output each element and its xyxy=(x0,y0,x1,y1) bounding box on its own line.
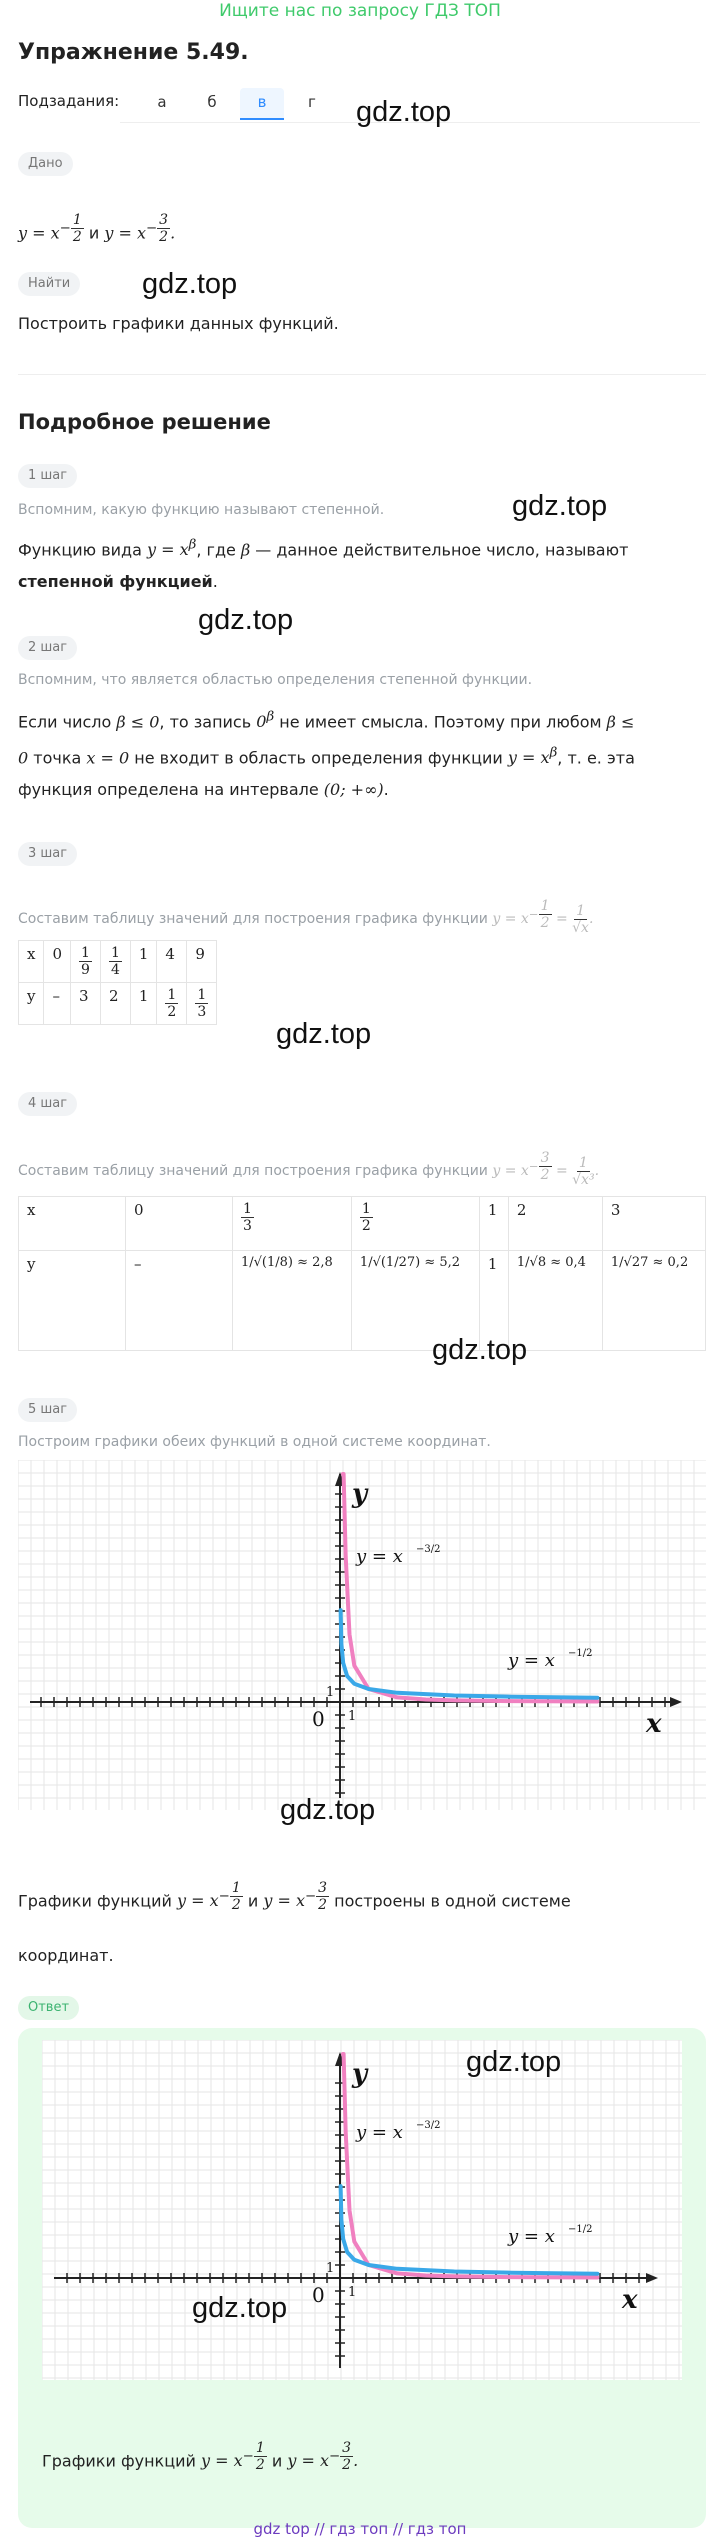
footer-links[interactable]: gdz top // гдз топ // гдз топ xyxy=(253,2520,467,2538)
page-title: Упражнение 5.49. xyxy=(18,40,249,65)
step3-pill: 3 шаг xyxy=(18,842,77,866)
step3-note: Составим таблицу значений для построения графика функции $y = x^{- \frac{1}{2}}$ = $\frac{1}{√x}$ . xyxy=(18,898,594,936)
step1-pill: 1 шаг xyxy=(18,464,77,488)
step2-line1: Если число β ≤ 0, то запись $0^\beta$ не имеет смысла. Поэтому при любом β ≤ xyxy=(18,710,635,732)
table-cell: $\frac{1}{2}$ xyxy=(157,983,187,1025)
series-line-x-pow-neg-3-2 xyxy=(343,2054,598,2278)
table-cell: 1/√27 ≈ 0,2 xyxy=(602,1251,705,1351)
given-pill: Дано xyxy=(18,152,73,176)
subtasks-label: Подзадания: xyxy=(18,92,120,110)
solution-title: Подробное решение xyxy=(18,410,271,434)
label-f2: y = x xyxy=(508,1650,555,1671)
step2-note: Вспомним, что является областью определения степенной функции. xyxy=(18,672,533,688)
watermark: gdz.top xyxy=(276,1018,372,1050)
answer-graph-chart xyxy=(42,2040,682,2380)
conclusion-text: Графики функций $y = x^{- \frac{1}{2}}$ и $y = x^{- \frac{3}{2}}$ построены в одной системе xyxy=(18,1880,571,1913)
label-f2-exp: −1/2 xyxy=(568,1648,593,1659)
watermark: gdz.top xyxy=(192,2292,288,2324)
find-pill: Найти xyxy=(18,272,80,296)
table-cell: $\frac{1}{2}$ xyxy=(351,1197,479,1251)
watermark: gdz.top xyxy=(512,490,608,522)
table-cell: y xyxy=(19,1251,126,1351)
tick-label-1: 1 xyxy=(348,2285,357,2300)
step1-text: Функцию вида $y = x^\beta$, где β — данное действительное число, называют xyxy=(18,538,629,560)
watermark: gdz.top xyxy=(198,604,294,636)
step4-pill: 4 шаг xyxy=(18,1092,77,1116)
divider xyxy=(18,374,706,375)
y-axis-label: y xyxy=(352,2059,368,2089)
watermark: gdz.top xyxy=(142,268,238,300)
answer-pill: Ответ xyxy=(18,1996,79,2020)
table-cell: y xyxy=(19,983,44,1025)
series-line-x-pow-neg-1-2 xyxy=(341,1610,598,1698)
table-cell: 0 xyxy=(126,1197,233,1251)
table-cell: 1/√(1/27) ≈ 5,2 xyxy=(351,1251,479,1351)
table-cell: 9 xyxy=(187,941,217,983)
tick-label-1: 1 xyxy=(348,1709,357,1724)
tab-b[interactable]: б xyxy=(207,93,217,111)
graph-chart xyxy=(18,1460,706,1810)
table-cell: $\frac{1}{9}$ xyxy=(71,941,101,983)
answer-text: Графики функций $y = x^{- \frac{1}{2}}$ и $y = x^{- \frac{3}{2}}$ . xyxy=(42,2440,359,2473)
table-cell: $\frac{1}{3}$ xyxy=(187,983,217,1025)
table-cell: 1 xyxy=(479,1197,508,1251)
step4-table xyxy=(18,1196,706,1351)
table-cell: – xyxy=(126,1251,233,1351)
step4-note: Составим таблицу значений для построения графика функции $y = x^{- \frac{3}{2}}$ = $\frac{1}{\text{√x³}}$ . xyxy=(18,1150,600,1188)
label-f1-exp: −3/2 xyxy=(416,2120,441,2131)
label-f2-exp: −1/2 xyxy=(568,2224,593,2235)
step5-note: Построим графики обеих функций в одной системе координат. xyxy=(18,1434,491,1450)
step3-table xyxy=(18,940,217,1025)
table-cell: x xyxy=(19,1197,126,1251)
table-cell: x xyxy=(19,941,44,983)
table-cell: 1 xyxy=(130,983,157,1025)
table-cell: – xyxy=(44,983,71,1025)
table-cell: 2 xyxy=(508,1197,602,1251)
given-formula: $y = x^{- \frac{1}{2}}$ и $y = x^{- \frac{3}{2}}$ . xyxy=(18,212,176,245)
tick-label-1: 1 xyxy=(326,1685,335,1700)
table-cell: $\frac{1}{3}$ xyxy=(233,1197,352,1251)
table-cell: 1 xyxy=(479,1251,508,1351)
label-f1: y = x xyxy=(356,1546,403,1567)
table-cell: 3 xyxy=(71,983,101,1025)
table-cell: 4 xyxy=(157,941,187,983)
label-f1: y = x xyxy=(356,2122,403,2143)
watermark: gdz.top xyxy=(432,1334,528,1366)
top-banner[interactable]: Ищите нас по запросу ГДЗ ТОП xyxy=(219,1,501,21)
step2-line3: функция определена на интервале (0; +∞). xyxy=(18,780,389,799)
table-cell: 1/√(1/8) ≈ 2,8 xyxy=(233,1251,352,1351)
table-cell: 2 xyxy=(100,983,130,1025)
watermark: gdz.top xyxy=(280,1794,376,1826)
origin-label: 0 xyxy=(312,2283,325,2307)
tab-a[interactable]: а xyxy=(157,93,167,111)
x-axis-label: x xyxy=(646,1709,662,1739)
step5-pill: 5 шаг xyxy=(18,1398,77,1422)
step1-bold: степенной функцией. xyxy=(18,572,218,591)
step2-line2: 0 точка x = 0 не входит в область определения функции $y = x^\beta$, т. е. эта xyxy=(18,746,635,768)
label-f2: y = x xyxy=(508,2226,555,2247)
x-axis-arrow xyxy=(670,1697,682,1707)
watermark: gdz.top xyxy=(356,96,452,128)
y-axis-label: y xyxy=(352,1479,368,1509)
table-cell: 1 xyxy=(130,941,157,983)
label-f1-exp: −3/2 xyxy=(416,1544,441,1555)
table-cell: 3 xyxy=(602,1197,705,1251)
step2-pill: 2 шаг xyxy=(18,636,77,660)
table-cell: 1/√8 ≈ 0,4 xyxy=(508,1251,602,1351)
find-text: Построить графики данных функций. xyxy=(18,314,339,333)
table-cell: $\frac{1}{4}$ xyxy=(100,941,130,983)
tab-v[interactable]: в xyxy=(240,88,284,120)
watermark: gdz.top xyxy=(466,2046,562,2078)
step1-note: Вспомним, какую функцию называют степенной. xyxy=(18,502,385,518)
x-axis-label: x xyxy=(622,2285,638,2315)
conclusion-text-2: координат. xyxy=(18,1946,114,1965)
origin-label: 0 xyxy=(312,1707,325,1731)
tick-label-1: 1 xyxy=(326,2261,335,2276)
series-line-x-pow-neg-3-2 xyxy=(343,1474,598,1702)
table-cell: 0 xyxy=(44,941,71,983)
tab-g[interactable]: г xyxy=(308,93,316,111)
